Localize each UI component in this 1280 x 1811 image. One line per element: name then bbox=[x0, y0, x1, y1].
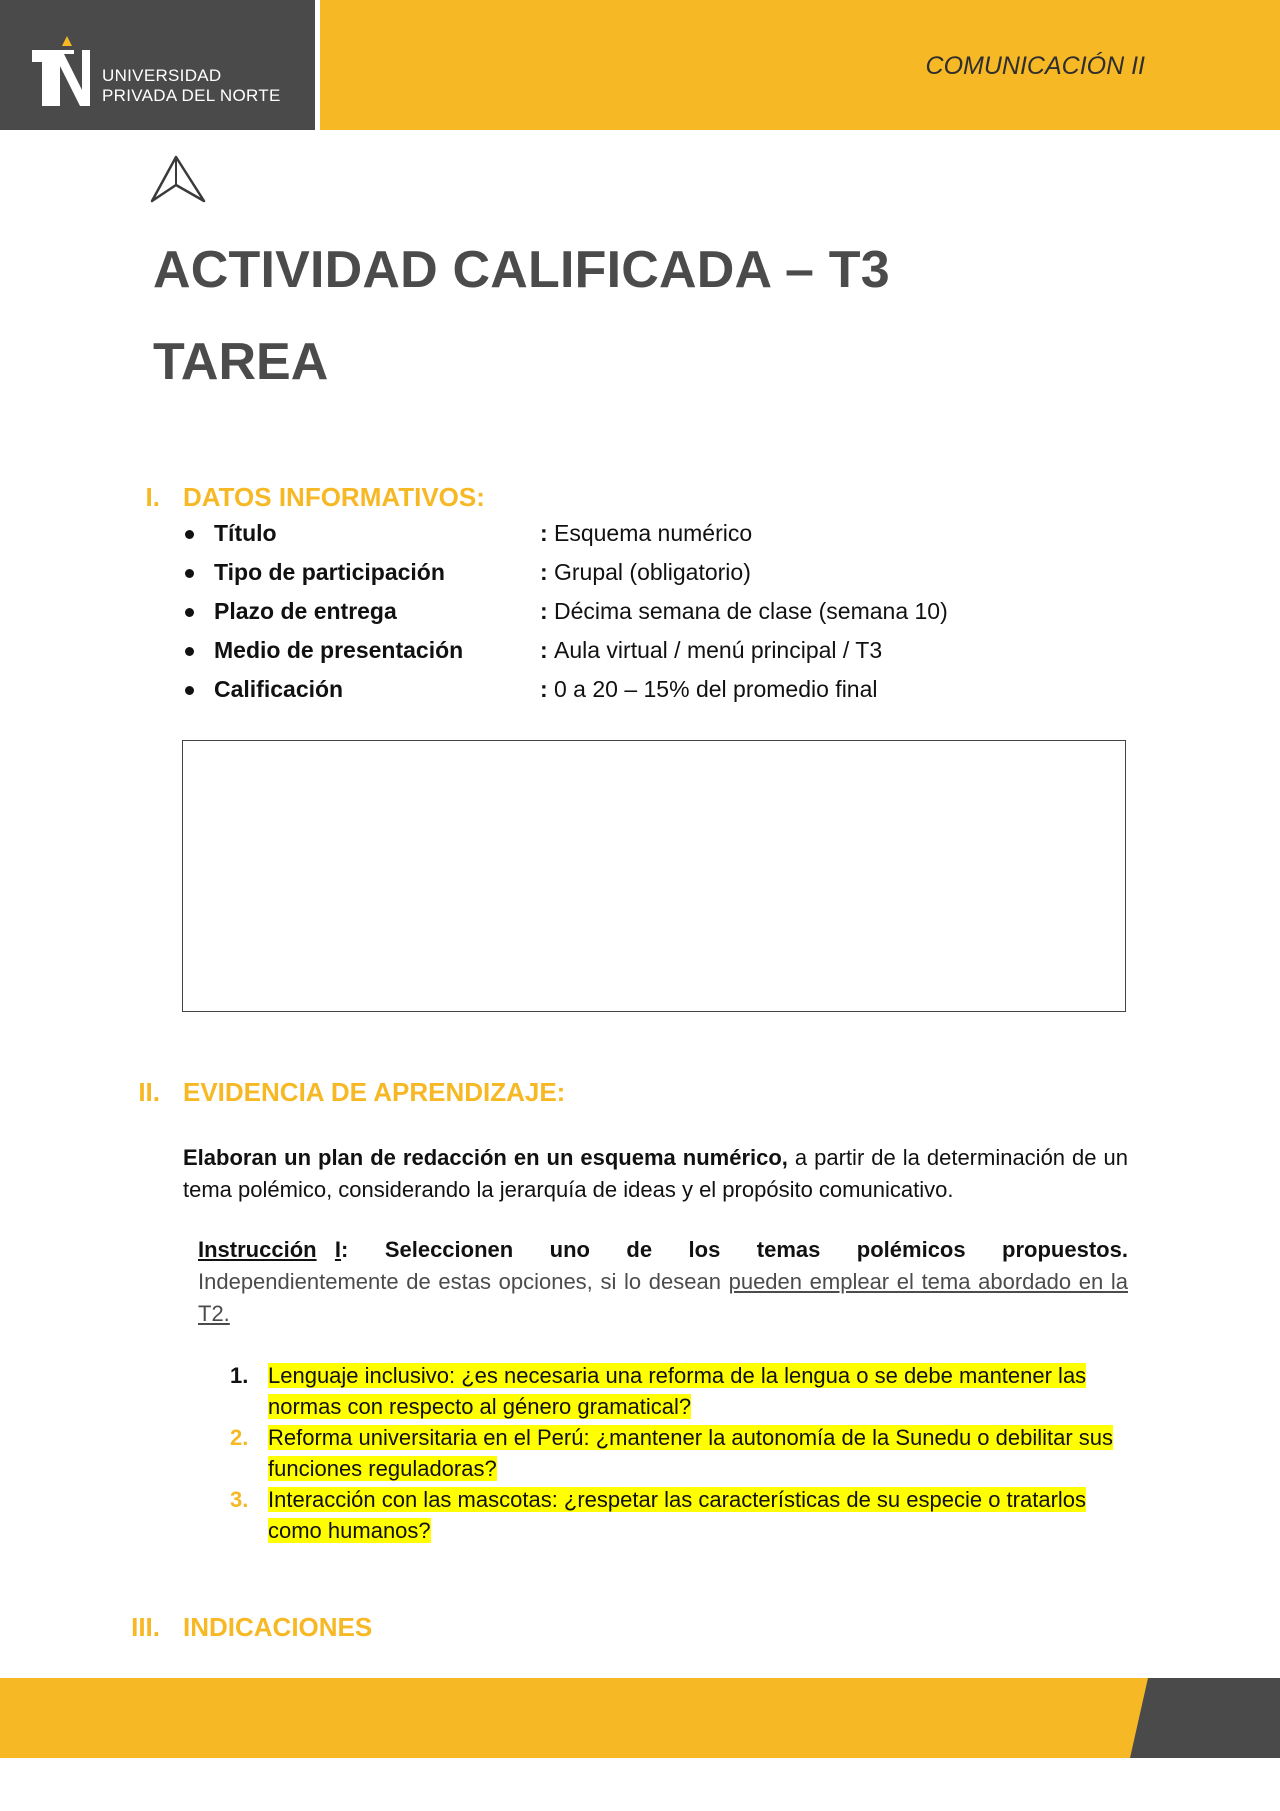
list-item bbox=[230, 1484, 1130, 1546]
instruction-number: I bbox=[334, 1237, 342, 1262]
section-title: DATOS INFORMATIVOS: bbox=[183, 482, 485, 512]
compass-arrow-icon bbox=[150, 155, 206, 205]
info-value: Esquema numérico bbox=[554, 520, 753, 546]
bullet-icon bbox=[185, 686, 194, 695]
topic-text: Interacción con las mascotas: ¿respetar las características de su especie o tratarlos como humanos? bbox=[268, 1487, 1087, 1543]
instruction-word: polémicos bbox=[856, 1237, 966, 1262]
evidence-bold-text: Elaboran un plan de redacción en un esquema numérico, bbox=[183, 1145, 788, 1170]
info-label: Calificación bbox=[214, 676, 344, 702]
list-item bbox=[180, 520, 1000, 559]
list-item bbox=[180, 559, 1000, 598]
instruction-colon: : bbox=[341, 1237, 349, 1262]
topic-text: Reforma universitaria en el Perú: ¿mantener la autonomía de la Sunedu o debilitar sus funciones reguladoras? bbox=[268, 1425, 1114, 1481]
section-number: II. bbox=[138, 1077, 160, 1107]
course-title: COMUNICACIÓN II bbox=[925, 52, 1145, 80]
evidence-paragraph bbox=[183, 1142, 1128, 1206]
bullet-icon bbox=[185, 530, 194, 539]
info-colon: : bbox=[540, 676, 548, 702]
blank-frame bbox=[182, 740, 1126, 1012]
evidence-text: a partir de la determinación de un tema polémico, considerando la jerarquía de ideas y el propósito comunicativo. bbox=[183, 1145, 1128, 1202]
list-item bbox=[180, 637, 1000, 676]
university-name-line1: UNIVERSIDAD bbox=[102, 66, 222, 85]
info-value: Aula virtual / menú principal / T3 bbox=[554, 637, 883, 663]
section-title: EVIDENCIA DE APRENDIZAJE: bbox=[183, 1077, 566, 1107]
info-value: 0 a 20 – 15% del promedio final bbox=[554, 676, 878, 702]
topics-list bbox=[230, 1360, 1130, 1546]
bullet-icon bbox=[185, 569, 194, 578]
university-name bbox=[102, 66, 281, 106]
info-colon: : bbox=[540, 598, 548, 624]
page-title: ACTIVIDAD CALIFICADA – T3 bbox=[153, 241, 890, 299]
page-footer bbox=[0, 1678, 1280, 1758]
topic-text: Lenguaje inclusivo: ¿es necesaria una reforma de la lengua o se debe mantener las normas con respecto al género gramatical? bbox=[268, 1363, 1087, 1419]
instruction-word: uno bbox=[549, 1237, 590, 1262]
section-number: III. bbox=[131, 1612, 160, 1642]
list-item bbox=[180, 676, 1000, 715]
footer-accent bbox=[1130, 1678, 1280, 1758]
info-label: Título bbox=[214, 520, 277, 546]
instruction-word: temas bbox=[756, 1237, 821, 1262]
topic-number: 1. bbox=[230, 1363, 249, 1388]
page-header bbox=[0, 0, 1280, 130]
instruction-word: Seleccionen bbox=[384, 1237, 514, 1262]
instruction-word: de bbox=[626, 1237, 653, 1262]
info-label: Medio de presentación bbox=[214, 637, 464, 663]
university-name-line2: PRIVADA DEL NORTE bbox=[102, 86, 281, 105]
bullet-icon bbox=[185, 608, 194, 617]
list-item bbox=[230, 1360, 1130, 1422]
info-colon: : bbox=[540, 520, 548, 546]
list-item bbox=[230, 1422, 1130, 1484]
page-subtitle: TAREA bbox=[153, 333, 329, 391]
topic-number: 2. bbox=[230, 1425, 249, 1450]
instruction-block bbox=[198, 1234, 1128, 1330]
topic-number: 3. bbox=[230, 1487, 249, 1512]
list-item bbox=[180, 598, 1000, 637]
instruction-word: los bbox=[688, 1237, 721, 1262]
info-list bbox=[180, 520, 1000, 715]
instruction-text bbox=[198, 1266, 1128, 1330]
info-colon: : bbox=[540, 559, 548, 585]
instruction-heading bbox=[198, 1234, 1128, 1266]
university-logo bbox=[0, 0, 315, 130]
info-colon: : bbox=[540, 637, 548, 663]
info-value: Décima semana de clase (semana 10) bbox=[554, 598, 948, 624]
upn-logo-icon bbox=[30, 36, 92, 108]
info-value: Grupal (obligatorio) bbox=[554, 559, 751, 585]
instruction-word: propuestos. bbox=[1002, 1237, 1128, 1262]
info-label: Tipo de participación bbox=[214, 559, 445, 585]
section-title: INDICACIONES bbox=[183, 1612, 373, 1642]
instruction-plain: Independientemente de estas opciones, si lo desean bbox=[198, 1269, 729, 1294]
footer-band bbox=[0, 1678, 1280, 1758]
section-number: I. bbox=[145, 482, 160, 512]
instruction-label: Instrucción bbox=[198, 1237, 317, 1262]
bullet-icon bbox=[185, 647, 194, 656]
instruction-underlined: pueden emplear el tema abordado en la T2. bbox=[198, 1269, 1128, 1326]
info-label: Plazo de entrega bbox=[214, 598, 397, 624]
